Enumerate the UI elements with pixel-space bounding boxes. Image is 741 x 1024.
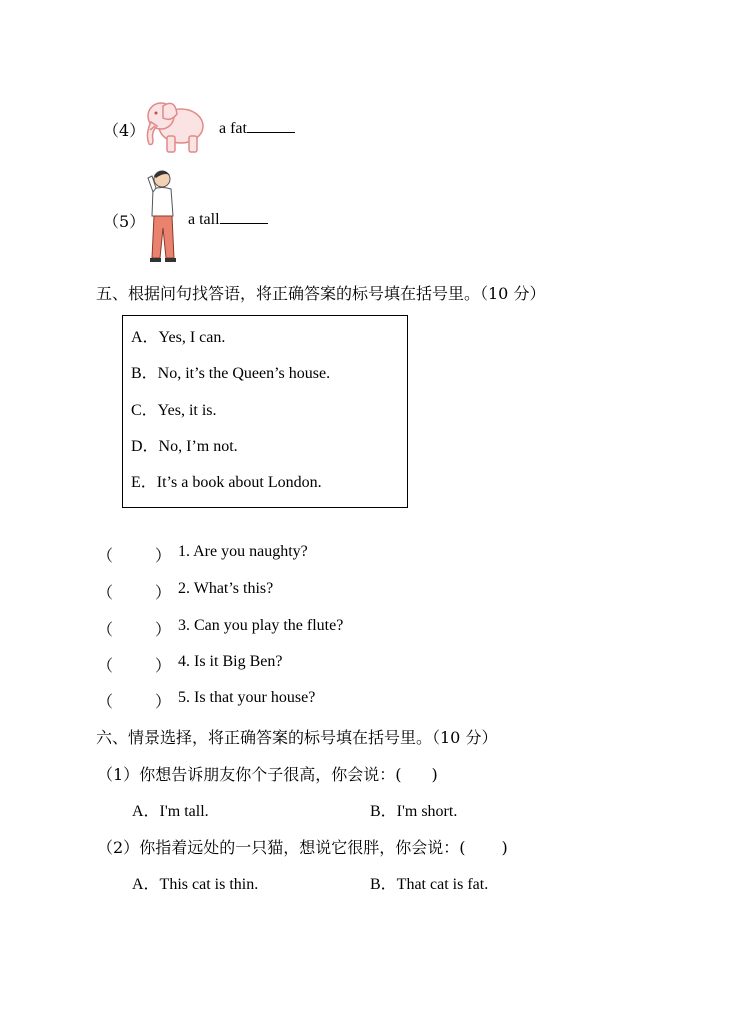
scenario-1: （1）你想告诉朋友你个子很高，你会说：( ) [97,765,438,784]
question-5: 5. Is that your house? [178,689,316,706]
answer-bracket-close: ） [155,620,172,639]
answer-bracket-close: ） [155,583,172,602]
option-c: C．Yes, it is. [131,402,217,419]
item-5-number: （5） [103,212,146,231]
item-4-number: （4） [103,121,146,140]
scenario-1-option-b: B．I'm short. [370,803,458,820]
question-1: 1. Are you naughty? [178,543,308,560]
question-2: 2. What’s this? [178,580,274,597]
option-a: A．Yes, I can. [131,329,226,346]
item-5-phrase: a tall [188,209,268,229]
item-4-phrase: a fat [219,118,295,138]
question-3: 3. Can you play the flute? [178,617,344,634]
answer-blank[interactable] [220,209,268,224]
boy-illustration [144,166,184,264]
option-d: D．No, I’m not. [131,438,238,455]
option-e: E．It’s a book about London. [131,474,322,491]
scenario-2-option-a: A．This cat is thin. [132,876,259,893]
elephant-illustration [141,96,209,156]
scenario-2: （2）你指着远处的一只猫，想说它很胖，你会说：( ) [97,838,508,857]
answer-bracket-close: ） [155,546,172,565]
answer-bracket-open: （ [97,656,114,675]
answer-blank[interactable] [247,118,295,133]
scenario-1-option-a: A．I'm tall. [132,803,209,820]
section6-heading: 六、情景选择，将正确答案的标号填在括号里。（10 分） [96,728,498,747]
section5-heading: 五、根据问句找答语，将正确答案的标号填在括号里。（10 分） [96,284,546,303]
scenario-2-option-b: B．That cat is fat. [370,876,489,893]
answer-bracket-close: ） [155,656,172,675]
answer-bracket-open: （ [97,692,114,711]
question-4: 4. Is it Big Ben? [178,653,283,670]
answer-bracket-open: （ [97,546,114,565]
answer-bracket-open: （ [97,583,114,602]
answer-bracket-close: ） [155,692,172,711]
answer-bracket-open: （ [97,620,114,639]
option-b: B．No, it’s the Queen’s house. [131,365,331,382]
